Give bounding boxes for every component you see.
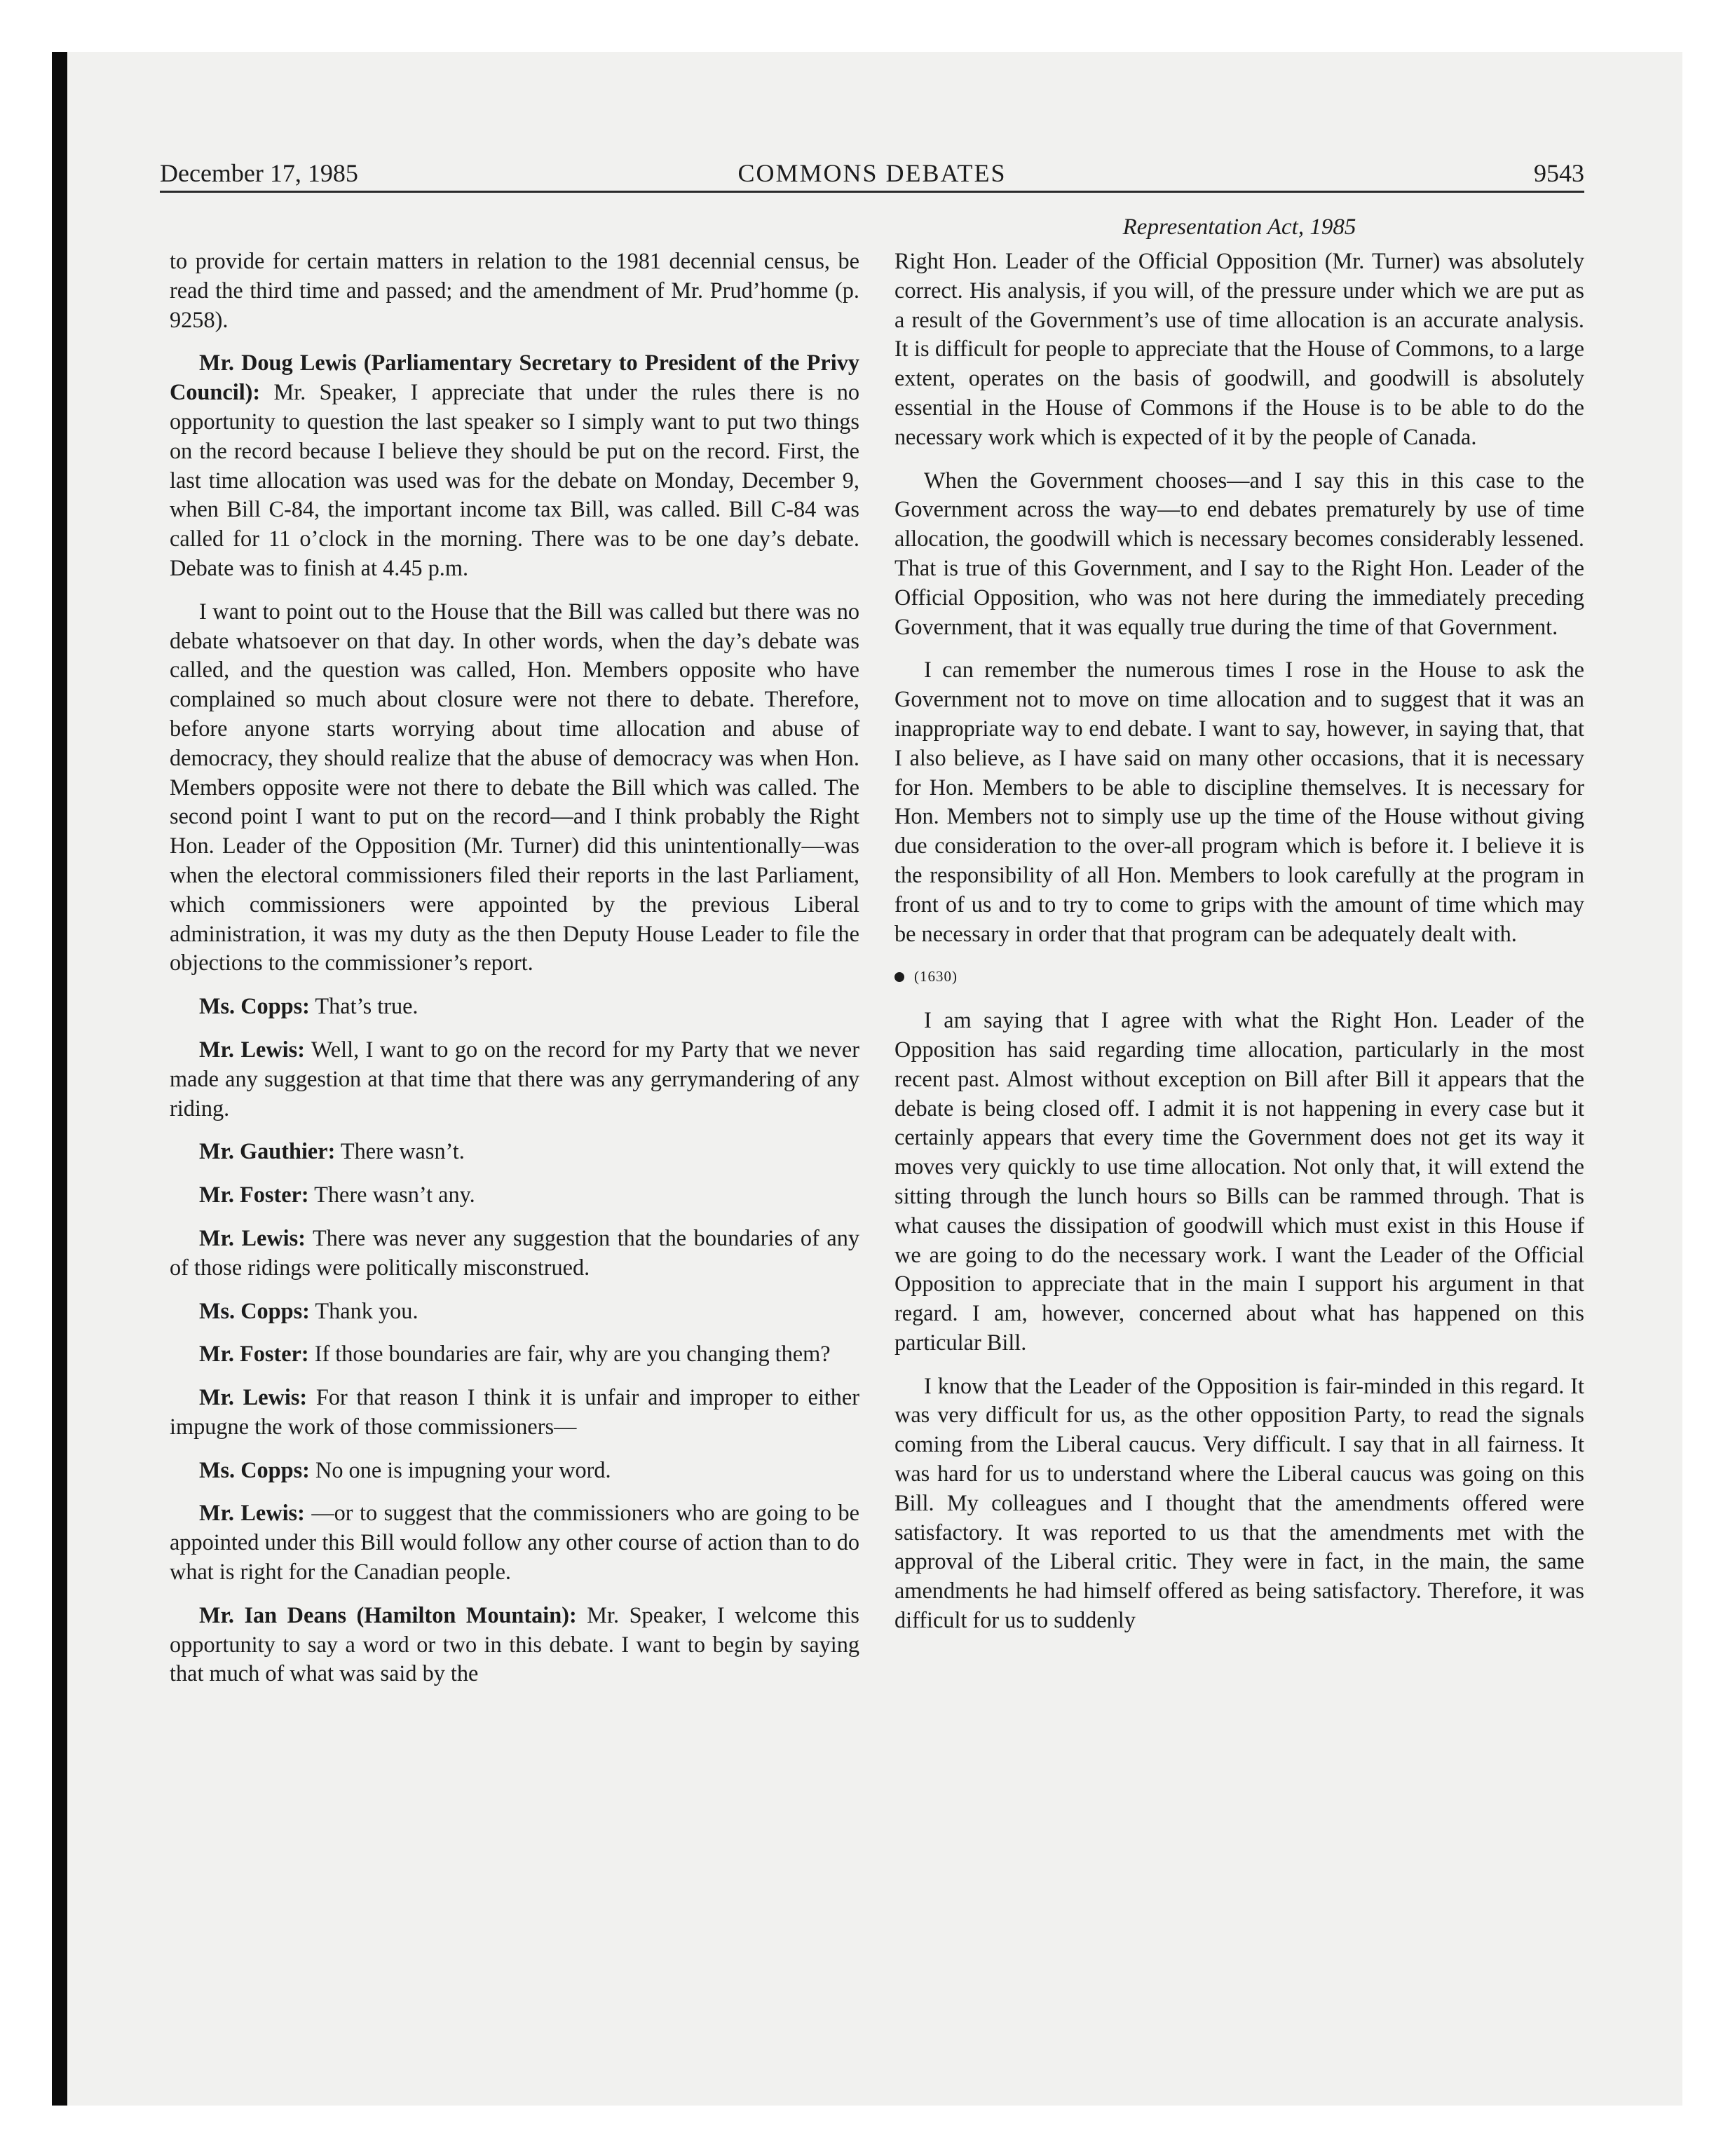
paragraph: I want to point out to the House that the Bill was called but there was no debate whatsoever on that day. In other words, when the day’s debate was called, and the question was called, Hon. Members opposite who have complained so much about closure were not there to debate. Therefore, before anyone starts worrying about time allocation and abuse of democracy, they should realize that the abuse of democracy was when Hon. Members opposite were not there to debate the Bill which was called. The second point I want to put on the record—and I think probably the Right Hon. Leader of the Opposition (Mr. Turner) did this unintentionally—was when the electoral commissioners filed their reports in the last Parliament, which commissioners were appointed by the previous Liberal administration, it was my duty as the then Deputy House Leader to file the objections to the commissioner’s report. [170,598,859,976]
paragraph: to provide for certain matters in relation to the 1981 decennial census, be read the third time and passed; and the amendment of Mr. Prud’homme (p. 9258). [170,248,859,332]
speech-paragraph [170,1180,859,1210]
bullet-icon [894,972,904,982]
speech-paragraph [170,348,859,582]
speech-text: If those boundaries are fair, why are you changing them? [314,1341,831,1367]
speech-text: Mr. Speaker, I appreciate that under the rules there is no opportunity to question the last speaker so I simply want to put two things on the record because I believe they should be put on the record. First, the last time allocation was used was for the debate on Monday, December 9, when Bill C-84, the important income tax Bill, was called. Bill C-84 was called for 11 o’clock in the morning. There was to be one day’s debate. Debate was to finish at 4.45 p.m. [170,379,859,580]
header-page-number: 9543 [1534,159,1584,187]
speech-text: Thank you. [315,1297,419,1323]
speech-text: For that reason I think it is unfair and improper to either impugne the work of those commissioners— [170,1384,860,1439]
speaker-name: Mr. Lewis: [199,1500,305,1526]
speech-paragraph [170,1035,859,1123]
paragraph: I am saying that I agree with what the Right Hon. Leader of the Opposition has said regarding time allocation, particularly in the most recent past. Almost without exception on Bill after Bill it appears that the debate is being closed off. I admit it is not happening in every case but it certainly appears that every time the Government does not get its way it moves very quickly to use time allocation. Not only that, it will extend the sitting through the lunch hours so Bills can be rammed through. That is what causes the dissipation of goodwill which must exist in this House if we are going to do the necessary work. I want the Leader of the Official Opposition to appreciate that in the main I support his argument in that regard. I am, however, concerned about what has happened on this particular Bill. [894,1007,1584,1355]
header-publication: COMMONS DEBATES [737,159,1007,187]
right-column [894,247,1584,1649]
speech-paragraph [170,1499,859,1586]
speech-text: There wasn’t. [340,1138,465,1164]
speaker-name: Ms. Copps: [199,1456,310,1482]
time-marker-label: (1630) [914,968,958,985]
speech-paragraph [170,1383,859,1442]
speech-paragraph [170,1297,859,1326]
speaker-name: Mr. Lewis: [199,1224,306,1250]
paragraph: I know that the Leader of the Opposition is fair-minded in this regard. It was very difficult for us, as the other opposition Party, to read the signals coming from the Liberal caucus. Very difficult. I say that in all fairness. It was hard for us to understand where the Liberal caucus was going on this Bill. My colleagues and I thought that the amendments offered were satisfactory. It was reported to us that the amendments met with the approval of the Liberal critic. They were in fact, in the main, the same amendments he had himself offered as being satisfactory. Therefore, it was difficult for us to suddenly [894,1372,1584,1633]
speech-text: Well, I want to go on the record for my Party that we never made any suggestion at that time that there was any gerrymandering of any riding. [170,1036,859,1121]
speaker-name: Mr. Gauthier: [199,1138,336,1164]
paragraph: Right Hon. Leader of the Official Opposition (Mr. Turner) was absolutely correct. His analysis, if you will, of the pressure under which we are put as a result of the Government’s use of time allocation is an accurate analysis. It is difficult for people to appreciate that the House of Commons, to a large extent, operates on the basis of goodwill, and goodwill is absolutely essential in the House of Commons if the House is to be able to do the necessary work which is expected of it by the people of Canada. [894,248,1584,449]
left-column [170,247,859,1703]
speech-text: There was never any suggestion that the boundaries of any of those ridings were politically misconstrued. [170,1224,859,1280]
paragraph: When the Government chooses—and I say this in this case to the Government across the way—to end debates prematurely by use of time allocation, the goodwill which is necessary becomes considerably lessened. That is true of this Government, and I say to the Right Hon. Leader of the Official Opposition, who was not here during the immediately preceding Government, that it was equally true during the time of that Government. [894,467,1584,639]
time-marker [894,962,1584,992]
speech-paragraph [170,1224,859,1283]
speaker-name: Mr. Foster: [199,1341,309,1367]
speech-text: That’s true. [315,993,419,1019]
speech-paragraph [170,1456,859,1485]
header-date: December 17, 1985 [160,159,358,187]
speaker-name: Mr. Ian Deans (Hamilton Mountain): [199,1602,577,1628]
speech-paragraph [170,1339,859,1369]
speaker-name: Mr. Lewis: [199,1384,308,1410]
speaker-name: Ms. Copps: [199,1297,310,1323]
scan-border [52,52,67,2106]
speech-text: There wasn’t any. [314,1182,475,1208]
speaker-name: Mr. Doug Lewis (Parliamentary Secretary to President of the Privy Council): [170,350,859,405]
speech-paragraph [170,992,859,1021]
speech-text: —or to suggest that the commissioners who are going to be appointed under this Bill would follow any other course of action than to do what is right for the Canadian people. [170,1500,860,1585]
speech-text: No one is impugning your word. [315,1456,611,1482]
page-header [160,156,1584,193]
speech-paragraph [170,1137,859,1166]
speaker-name: Ms. Copps: [199,993,310,1019]
speaker-name: Mr. Lewis: [199,1036,305,1062]
speaker-name: Mr. Foster: [199,1182,309,1208]
paragraph: I can remember the numerous times I rose in the House to ask the Government not to move on time allocation and to suggest that it was an inappropriate way to end debate. I want to say, however, in saying that, that I also believe, as I have said on many other occasions, that it is necessary for Hon. Members to be able to discipline themselves. It is necessary for Hon. Members not to simply use up the time of the House without giving due consideration to the over-all program which is before it. I believe it is the responsibility of all Hon. Members to look carefully at the program in front of us and to try to come to grips with the amount of time which may be necessary in order that that program can be adequately dealt with. [894,657,1584,946]
speech-paragraph [170,1601,859,1688]
running-title: Representation Act, 1985 [1122,214,1356,240]
speech-text: Mr. Speaker, I welcome this opportunity to say a word or two in this debate. I want to begin by saying that much of what was said by the [170,1602,860,1686]
